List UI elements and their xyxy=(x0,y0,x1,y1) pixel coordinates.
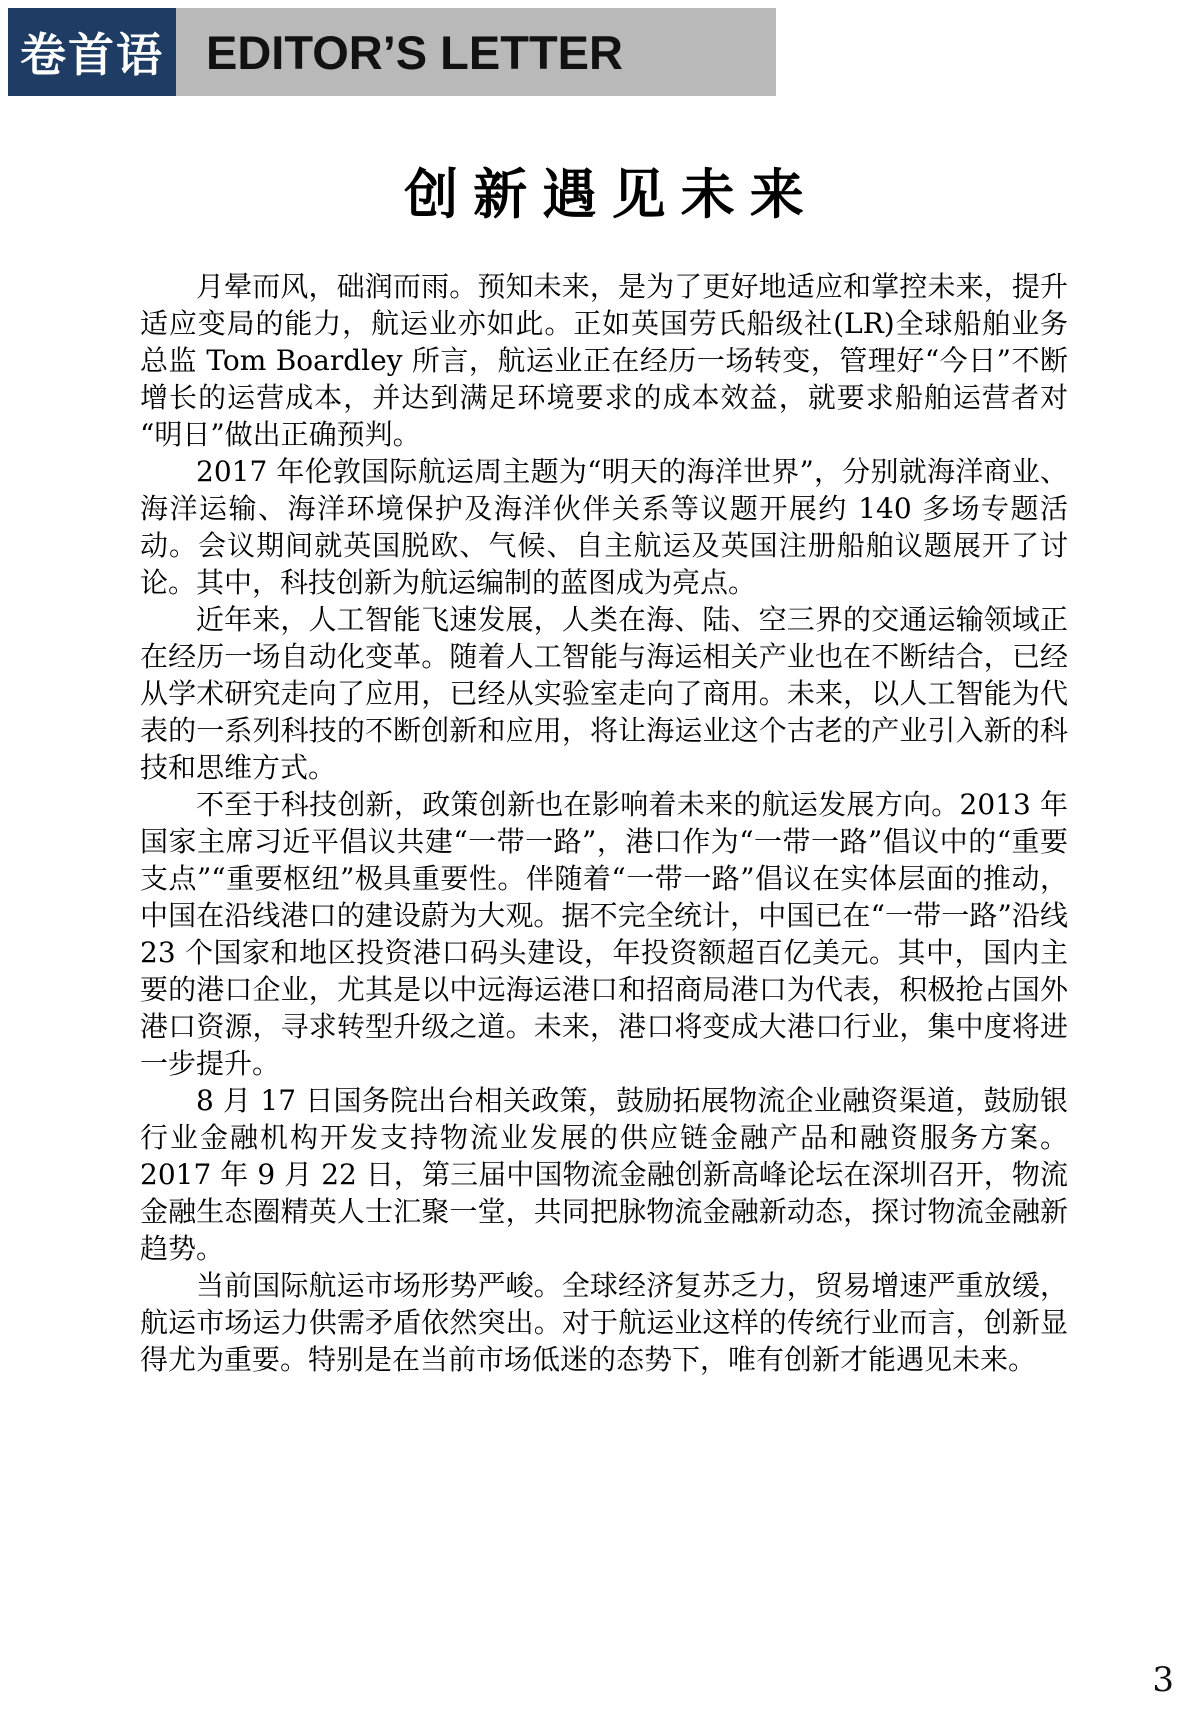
section-label-chinese: 卷首语 xyxy=(8,8,176,96)
article-paragraph-2: 2017 年伦敦国际航运周主题为“明天的海洋世界”，分别就海洋商业、海洋运输、海洋环境保护及海洋伙伴关系等议题开展约 140 多场专题活动。会议期间就英国脱欧、气候、自主航运及英国注册船舶议题展开了讨论。其中，科技创新为航运编制的蓝图成为亮点。 xyxy=(140,455,1068,599)
page-header xyxy=(8,8,776,96)
article-title: 创新遇见未来 xyxy=(404,163,819,226)
article-body xyxy=(140,268,1068,1378)
page-number: 3 xyxy=(1152,1660,1174,1700)
article-paragraph-5: 8 月 17 日国务院出台相关政策，鼓励拓展物流企业融资渠道，鼓励银行业金融机构开发支持物流业发展的供应链金融产品和融资服务方案。2017 年 9 月 22 日，第三届中国物流金融创新高峰论坛在深圳召开，物流金融生态圈精英人士汇聚一堂，共同把脉物流金融新动态，探讨物流金融新趋势。 xyxy=(140,1084,1068,1265)
article-paragraph-6: 当前国际航运市场形势严峻。全球经济复苏乏力，贸易增速严重放缓，航运市场运力供需矛盾依然突出。对于航运业这样的传统行业而言，创新显得尤为重要。特别是在当前市场低迷的态势下，唯有创新才能遇见未来。 xyxy=(140,1269,1068,1376)
article-paragraph-1: 月晕而风，础润而雨。预知未来，是为了更好地适应和掌控未来，提升适应变局的能力，航运业亦如此。正如英国劳氏船级社(LR)全球船舶业务总监 Tom Boardley 所言，航运业正在经历一场转变，管理好“今日”不断增长的运营成本，并达到满足环境要求的成本效益，就要求船舶运营者对“明日”做出正确预判。 xyxy=(140,270,1068,451)
article-paragraph-3: 近年来，人工智能飞速发展，人类在海、陆、空三界的交通运输领域正在经历一场自动化变革。随着人工智能与海运相关产业也在不断结合，已经从学术研究走向了应用，已经从实验室走向了商用。未来，以人工智能为代表的一系列科技的不断创新和应用，将让海运业这个古老的产业引入新的科技和思维方式。 xyxy=(140,603,1068,784)
article-paragraph-4: 不至于科技创新，政策创新也在影响着未来的航运发展方向。2013 年国家主席习近平倡议共建“一带一路”，港口作为“一带一路”倡议中的“重要支点”“重要枢纽”极具重要性。伴随着“一带一路”倡议在实体层面的推动，中国在沿线港口的建设蔚为大观。据不完全统计，中国已在“一带一路”沿线 23 个国家和地区投资港口码头建设，年投资额超百亿美元。其中，国内主要的港口企业，尤其是以中远海运港口和招商局港口为代表，积极抢占国外港口资源，寻求转型升级之道。未来，港口将变成大港口行业，集中度将进一步提升。 xyxy=(140,788,1068,1080)
section-label-english: EDITOR’S LETTER xyxy=(176,8,776,96)
